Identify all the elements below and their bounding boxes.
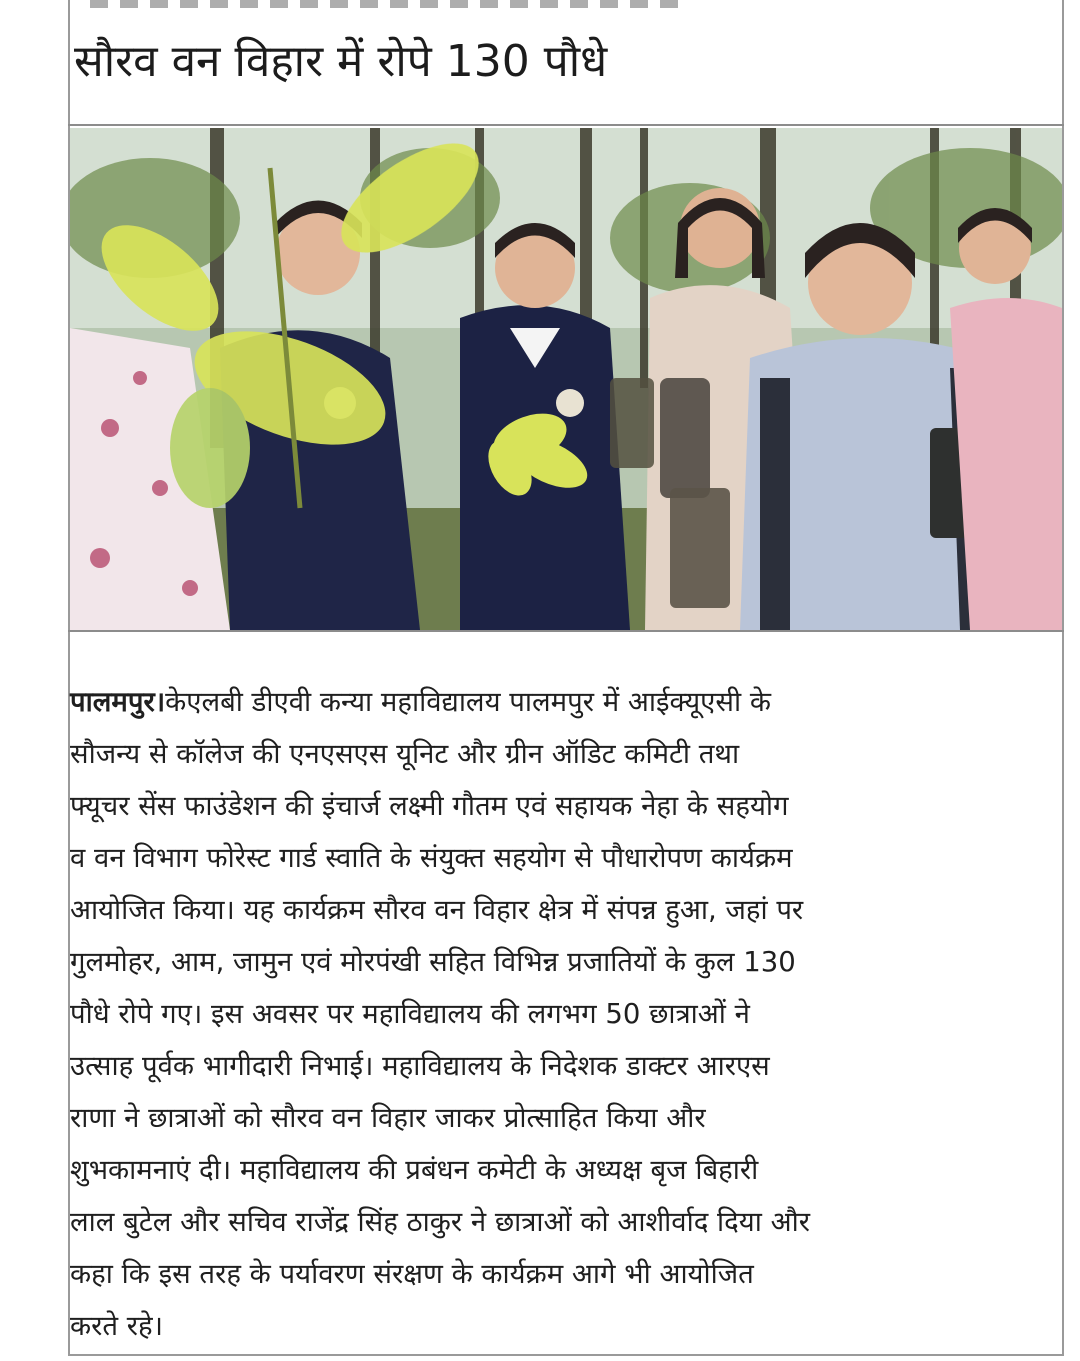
body-line: व वन विभाग फोरेस्ट गार्ड स्वाति के संयुक्त सहयोग से पौधारोपण कार्यक्रम xyxy=(70,842,793,874)
body-line: फ्यूचर सेंस फाउंडेशन की इंचार्ज लक्ष्मी गौतम एवं सहायक नेहा के सहयोग xyxy=(70,790,789,822)
dateline: पालमपुर। xyxy=(70,686,166,718)
article-photo xyxy=(70,128,1062,630)
body-line: गुलमोहर, आम, जामुन एवं मोरपंखी सहित विभिन्न प्रजातियों के कुल 130 xyxy=(70,946,796,978)
body-line: पालमपुर।केएलबी डीएवी कन्या महाविद्यालय पालमपुर में आईक्यूएसी के xyxy=(70,686,771,718)
body-line: सौजन्य से कॉलेज की एनएसएस यूनिट और ग्रीन ऑडिट कमिटी तथा xyxy=(70,738,740,770)
body-line: राणा ने छात्राओं को सौरव वन विहार जाकर प्रोत्साहित किया और xyxy=(70,1102,706,1134)
photo-illustration xyxy=(70,128,1062,630)
body-line: उत्साह पूर्वक भागीदारी निभाई। महाविद्यालय के निदेशक डाक्टर आरएस xyxy=(70,1050,770,1082)
photo-divider xyxy=(68,630,1064,632)
body-line: लाल बुटेल और सचिव राजेंद्र सिंह ठाकुर ने छात्राओं को आशीर्वाद दिया और xyxy=(70,1206,810,1238)
article-body xyxy=(70,676,1058,1352)
article-headline: सौरव वन विहार में रोपे 130 पौधे xyxy=(74,36,608,87)
body-line: करते रहे। xyxy=(70,1310,164,1342)
body-line: कहा कि इस तरह के पर्यावरण संरक्षण के कार्यक्रम आगे भी आयोजित xyxy=(70,1258,754,1290)
body-line: शुभकामनाएं दी। महाविद्यालय की प्रबंधन कमेटी के अध्यक्ष बृज बिहारी xyxy=(70,1154,759,1186)
body-line: आयोजित किया। यह कार्यक्रम सौरव वन विहार क्षेत्र में संपन्न हुआ, जहां पर xyxy=(70,894,804,926)
headline-divider xyxy=(68,124,1064,126)
body-line: पौधे रोपे गए। इस अवसर पर महाविद्यालय की लगभग 50 छात्राओं ने xyxy=(70,998,750,1030)
